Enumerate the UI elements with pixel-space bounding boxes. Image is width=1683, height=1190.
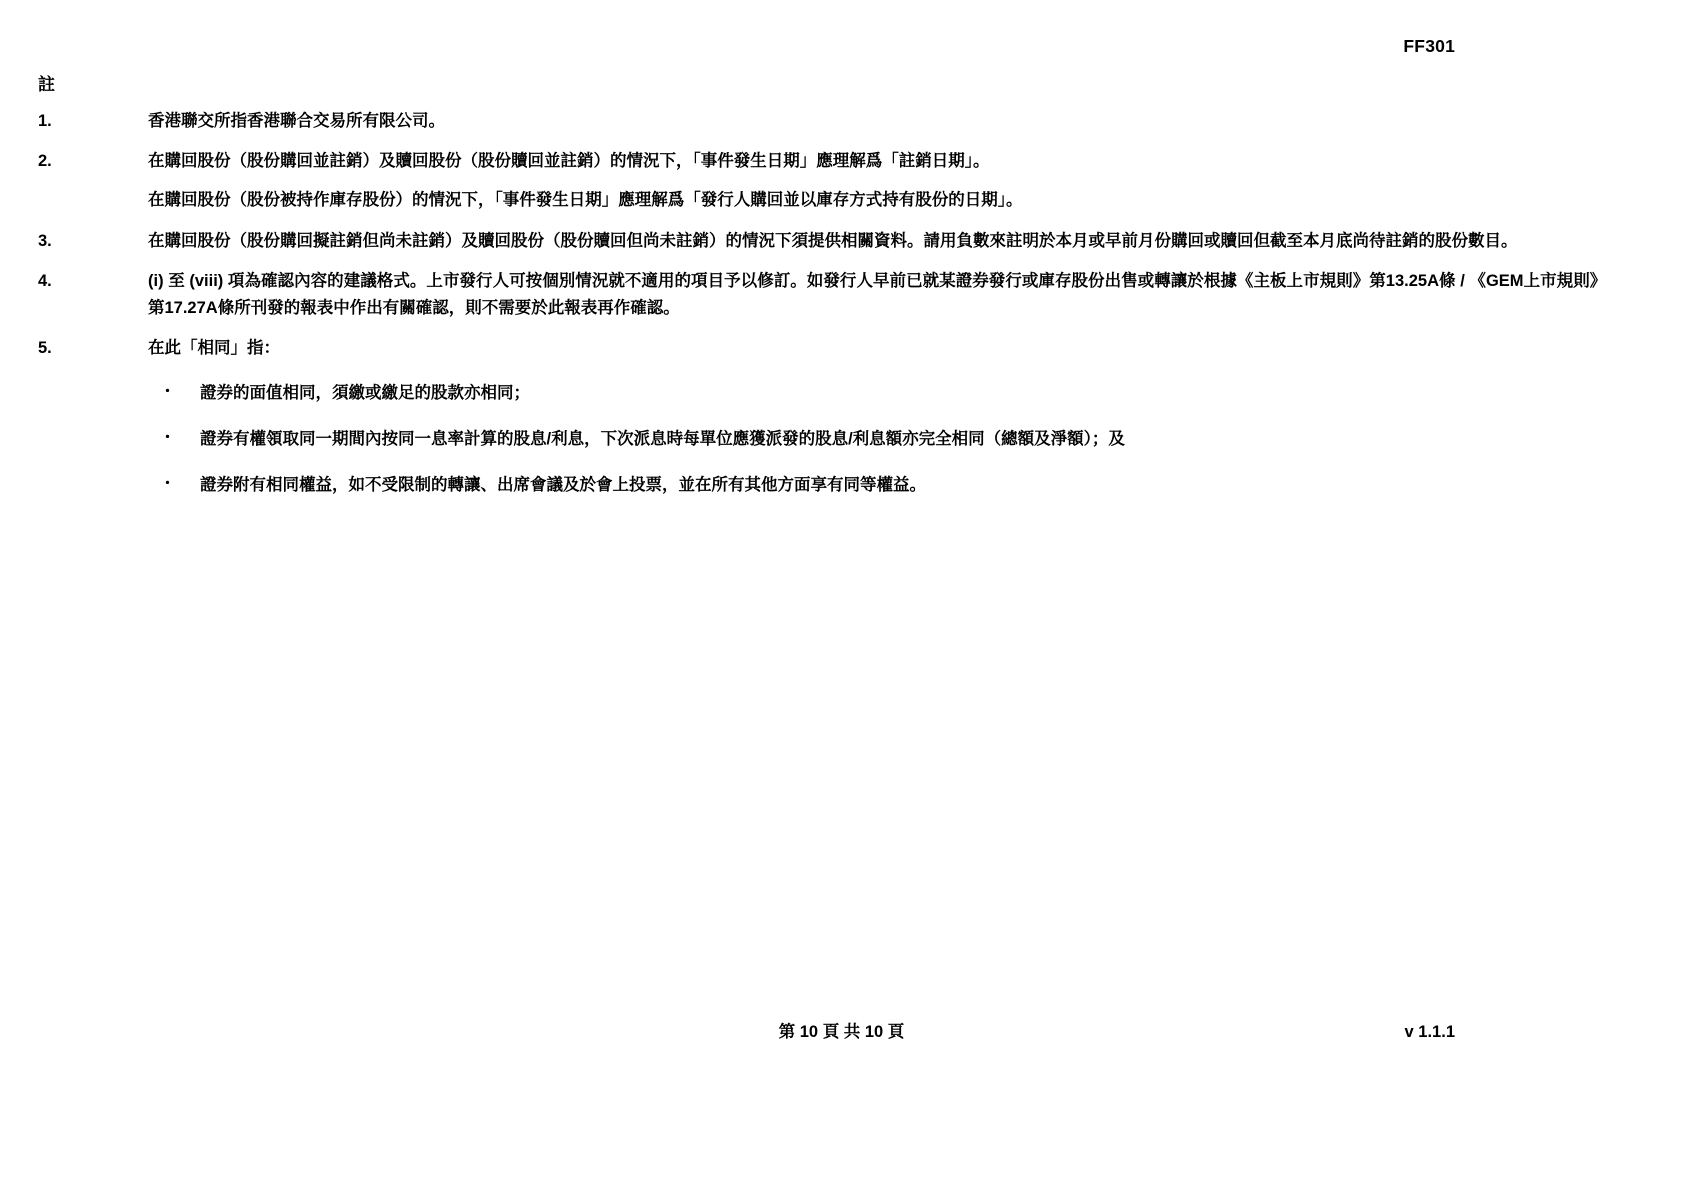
note-number: 4. xyxy=(38,271,52,290)
note-body xyxy=(148,108,1598,135)
list-item xyxy=(148,425,1598,453)
page-number-label: 第 10 頁 共 10 頁 xyxy=(778,1023,905,1041)
note-item xyxy=(38,335,1598,516)
note-number: 2. xyxy=(38,152,52,171)
notes-heading: 註 xyxy=(38,75,55,94)
note-item xyxy=(38,268,1598,322)
note-item xyxy=(38,228,1598,255)
bullet-icon: ・ xyxy=(160,474,176,492)
note-body xyxy=(148,228,1598,255)
note-paragraph: 香港聯交所指香港聯合交易所有限公司。 xyxy=(148,112,445,130)
note-number: 3. xyxy=(38,231,52,250)
note-paragraph: (i) 至 (viii) 項為確認內容的建議格式。上市發行人可按個別情況就不適用的項目予以修訂。如發行人早前已就某證券發行或庫存股份出售或轉讓於根據《主板上市規則》第13.25A條 / 《GEM上市規則》第17.27A條所刊發的報表中作出有關確認，則不需要於此報表再作確認。 xyxy=(148,271,1598,318)
note-body xyxy=(148,148,1598,214)
note-body xyxy=(148,268,1598,322)
note-item xyxy=(38,108,1598,135)
note-bullet-list xyxy=(148,379,1598,499)
note-paragraph: 在購回股份（股份被持作庫存股份）的情況下，「事件發生日期」應理解爲「發行人購回並以庫存方式持有股份的日期」。 xyxy=(148,191,1023,210)
note-body xyxy=(148,335,1598,516)
bullet-icon: ・ xyxy=(160,382,176,400)
bullet-text: 證券有權領取同一期間內按同一息率計算的股息/利息，下次派息時每單位應獲派發的股息/利息額亦完全相同（總額及淨額）；及 xyxy=(200,429,1125,448)
bullet-icon: ・ xyxy=(160,428,176,446)
list-item xyxy=(148,471,1598,499)
document-version: v 1.1.1 xyxy=(1404,1023,1455,1041)
note-paragraph: 在此「相同」指： xyxy=(148,339,280,358)
note-paragraph: 在購回股份（股份購回擬註銷但尚未註銷）及贖回股份（股份贖回但尚未註銷）的情況下須提供相關資料。請用負數來註明於本月或早前月份購回或贖回但截至本月底尚待註銷的股份數目。 xyxy=(148,231,1518,250)
bullet-text: 證券附有相同權益，如不受限制的轉讓、出席會議及於會上投票，並在所有其他方面享有同等權益。 xyxy=(200,475,926,494)
note-paragraph: 在購回股份（股份購回並註銷）及贖回股份（股份贖回並註銷）的情況下，「事件發生日期」應理解爲「註銷日期」。 xyxy=(148,152,990,171)
bullet-text: 證券的面值相同，須繳或繳足的股款亦相同； xyxy=(200,383,530,402)
form-code: FF301 xyxy=(1403,36,1455,56)
note-item xyxy=(38,148,1598,214)
list-item xyxy=(148,379,1598,407)
note-number: 5. xyxy=(38,339,52,358)
notes-list xyxy=(38,108,1598,530)
note-number: 1. xyxy=(38,112,52,130)
